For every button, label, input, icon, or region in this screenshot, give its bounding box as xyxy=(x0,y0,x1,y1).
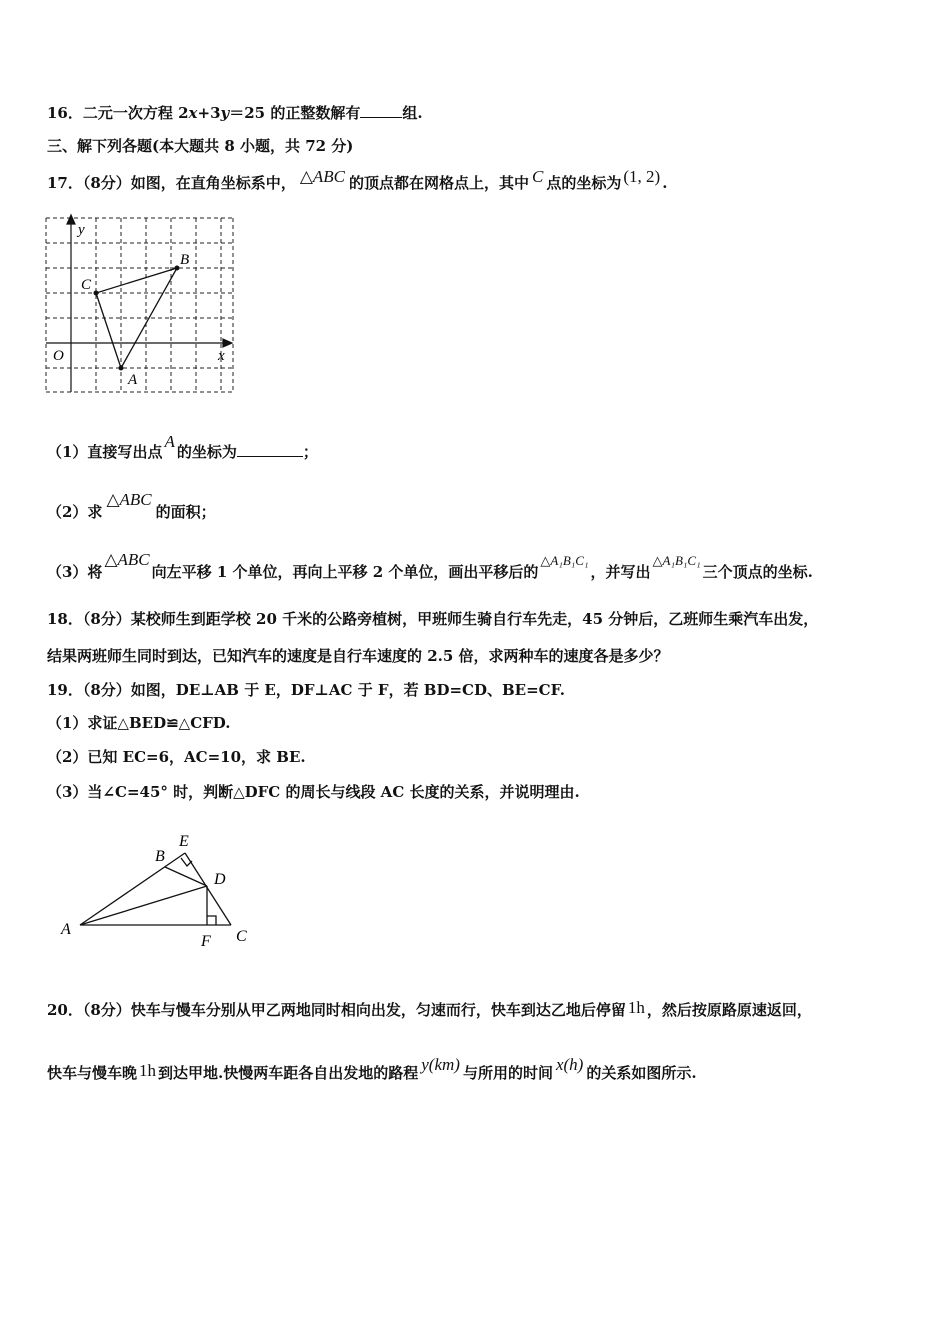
question-18-line-2: 结果两班师生同时到达，已知汽车的速度是自行车速度的 2.5 倍，求两种车的速度各是多少？ xyxy=(47,647,669,665)
q17-intro-c: 点的坐标为 xyxy=(546,174,622,192)
q17-p3-b: 向左平移 1 个单位，再向上平移 2 个单位，画出平移后的 xyxy=(151,563,539,581)
q16-rest: ＝25 的正整数解有 xyxy=(229,104,361,122)
q17-point-c: C xyxy=(532,167,544,186)
figure-19-triangle xyxy=(55,828,275,958)
q20-l2-c: 与所用的时间 xyxy=(462,1064,553,1082)
q20-l2-d: 的关系如图所示. xyxy=(586,1064,697,1082)
q17-part-3 xyxy=(47,550,813,583)
q20-l2-hour: 1h xyxy=(139,1061,157,1080)
q17-part-2 xyxy=(47,490,216,522)
label-x-axis: x xyxy=(218,348,225,364)
label-a: A xyxy=(128,372,138,388)
q17-p1-a: （1）直接写出点 xyxy=(47,443,163,461)
question-18-line-1: 18．（8分）某校师生到距学校 20 千米的公路旁植树，甲班师生骑自行车先走，45 分钟后，乙班师生乘汽车出发， xyxy=(47,610,819,628)
q19-part-2: （2）已知 EC=6，AC=10，求 BE. xyxy=(47,748,306,766)
q17-p3-d: 三个顶点的坐标. xyxy=(702,563,813,581)
q17-p2-triangle: △ABC xyxy=(106,490,152,509)
grid-lines xyxy=(46,218,233,392)
q17-p3-triangle-2: △A₁B₁C₁ xyxy=(652,553,701,568)
q20-l2-b: 到达甲地.快慢两车距各自出发地的路程 xyxy=(158,1064,419,1082)
q20-l2-x-h: x(h) xyxy=(555,1055,584,1074)
q17-p3-c: ，并写出 xyxy=(590,563,651,581)
q19-part-1: （1）求证△BED≌△CFD. xyxy=(47,714,231,732)
question-16 xyxy=(47,103,423,123)
q17-p1-b: 的坐标为 xyxy=(176,443,237,461)
q17-intro-d: . xyxy=(662,174,668,192)
q17-p1-answer-blank[interactable] xyxy=(237,442,303,457)
q17-part-1 xyxy=(47,432,318,462)
q16-tail: 组. xyxy=(402,104,423,122)
q20-l1-hour: 1h xyxy=(627,998,645,1017)
q16-prefix: 16．二元一次方程 2 xyxy=(47,104,189,122)
fig19-label-e: E xyxy=(179,833,189,850)
question-19-line-1: 19．（8分）如图，DE⊥AB 于 E，DF⊥AC 于 F，若 BD=CD、BE=CF. xyxy=(47,681,565,699)
fig19-label-a: A xyxy=(61,921,71,938)
q17-p1-point-a: A xyxy=(164,432,175,451)
q20-l1-b: ，然后按原路原速返回， xyxy=(646,1001,812,1019)
figure-17-coordinate-grid xyxy=(40,212,280,402)
fig19-label-d: D xyxy=(214,871,226,888)
q17-p3-a: （3）将 xyxy=(47,563,103,581)
axes xyxy=(46,215,232,392)
q17-intro-b: 的顶点都在网格点上，其中 xyxy=(349,174,530,192)
q17-p2-b: 的面积； xyxy=(155,503,216,521)
q20-l2-a: 快车与慢车晚 xyxy=(47,1064,138,1082)
label-y-axis: y xyxy=(78,222,85,238)
label-b: B xyxy=(180,252,190,268)
label-origin: O xyxy=(53,348,64,364)
q17-p3-triangle-1: △A₁B₁C₁ xyxy=(540,553,589,568)
q17-p3-triangle: △ABC xyxy=(104,550,150,569)
q17-intro-a: 17．（8分）如图，在直角坐标系中， xyxy=(47,174,296,192)
fig19-label-f: F xyxy=(201,933,211,950)
q17-p1-c: ； xyxy=(302,443,318,461)
question-17-intro xyxy=(47,167,668,193)
question-20-line-1 xyxy=(47,1000,812,1020)
q16-var-y: y xyxy=(220,104,230,122)
q17-p2-a: （2）求 xyxy=(47,503,103,521)
q16-answer-blank[interactable] xyxy=(360,103,402,118)
q19-part-3: （3）当∠C=45° 时，判断△DFC 的周长与线段 AC 长度的关系，并说明理由. xyxy=(47,783,580,801)
q16-plus: +3 xyxy=(197,104,221,122)
label-c: C xyxy=(81,277,92,293)
q20-l1-a: 20．（8分）快车与慢车分别从甲乙两地同时相向出发，匀速而行，快车到达乙地后停留 xyxy=(47,1001,626,1019)
fig19-label-c: C xyxy=(236,928,247,945)
fig19-label-b: B xyxy=(155,848,165,865)
q17-coord-c: (1, 2) xyxy=(623,167,661,186)
q20-l2-y-km: y(km) xyxy=(421,1055,460,1074)
question-20-line-2 xyxy=(47,1055,697,1083)
q16-var-x: x xyxy=(188,104,198,122)
triangle-abc xyxy=(96,268,177,368)
section-3-heading: 三、解下列各题(本大题共 8 小题，共 72 分) xyxy=(47,137,354,155)
q17-triangle-abc: △ABC xyxy=(299,167,346,186)
